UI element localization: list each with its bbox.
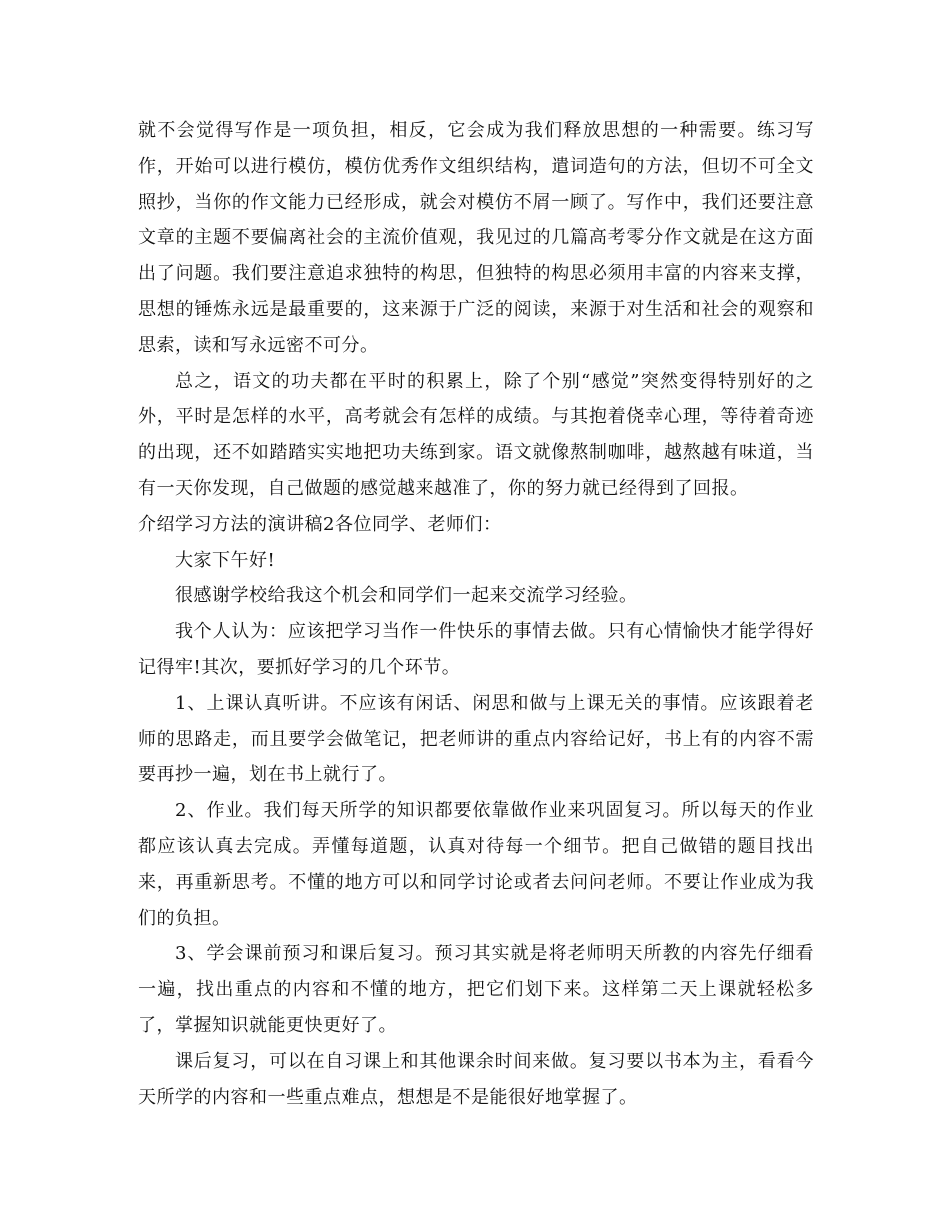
paragraph-review: 课后复习，可以在自习课上和其他课余时间来做。复习要以书本为主，看看今天所学的内容和一些重点难点，想想是不是能很好地掌握了。: [138, 1050, 814, 1108]
paragraph-opinion: 我个人认为：应该把学习当作一件快乐的事情去做。只有心情愉快才能学得好记得牢!其次，要抓好学习的几个环节。: [138, 621, 814, 678]
paragraph-summary: 总之，语文的功夫都在平时的积累上，除了个别“感觉”突然变得特别好的之外，平时是怎样的水平，高考就会有怎样的成绩。与其抱着侥幸心理，等待着奇迹的出现，还不如踏踏实实地把功夫练到家。语文就像熬制咖啡，越熬越有味道，当有一天你发现，自己做题的感觉越来越准了，你的努力就已经得到了回报。: [138, 370, 814, 499]
paragraph-greeting: 大家下午好!: [175, 549, 276, 571]
paragraph-point-1: 1、上课认真听讲。不应该有闲话、闲思和做与上课无关的事情。应该跟着老师的思路走，而且要学会做笔记，把老师讲的重点内容给记好，书上有的内容不需要再抄一遍，划在书上就行了。: [138, 692, 814, 786]
document-body: [138, 113, 814, 1115]
paragraph-thanks: 很感谢学校给我这个机会和同学们一起来交流学习经验。: [175, 585, 638, 607]
paragraph-point-2: 2、作业。我们每天所学的知识都要依靠做作业来巩固复习。所以每天的作业都应该认真去完成。弄懂每道题，认真对待每一个细节。把自己做错的题目找出来，再重新思考。不懂的地方可以和同学讨论或者去问问老师。不要让作业成为我们的负担。: [138, 800, 814, 929]
speech-title-line: 介绍学习方法的演讲稿2各位同学、老师们：: [138, 513, 502, 535]
paragraph-point-3: 3、学会课前预习和课后复习。预习其实就是将老师明天所教的内容先仔细看一遍，找出重点的内容和不懂的地方，把它们划下来。这样第二天上课就轻松多了，掌握知识就能更快更好了。: [138, 943, 814, 1036]
paragraph-writing-practice: 就不会觉得写作是一项负担，相反，它会成为我们释放思想的一种需要。练习写作，开始可以进行模仿，模仿优秀作文组织结构，遣词造句的方法，但切不可全文照抄，当你的作文能力已经形成，就会对模仿不屑一顾了。写作中，我们还要注意文章的主题不要偏离社会的主流价值观，我见过的几篇高考零分作文就是在这方面出了问题。我们要注意追求独特的构思，但独特的构思必须用丰富的内容来支撑，思想的锤炼永远是最重要的，这来源于广泛的阅读，来源于对生活和社会的观察和思索，读和写永远密不可分。: [138, 120, 814, 356]
